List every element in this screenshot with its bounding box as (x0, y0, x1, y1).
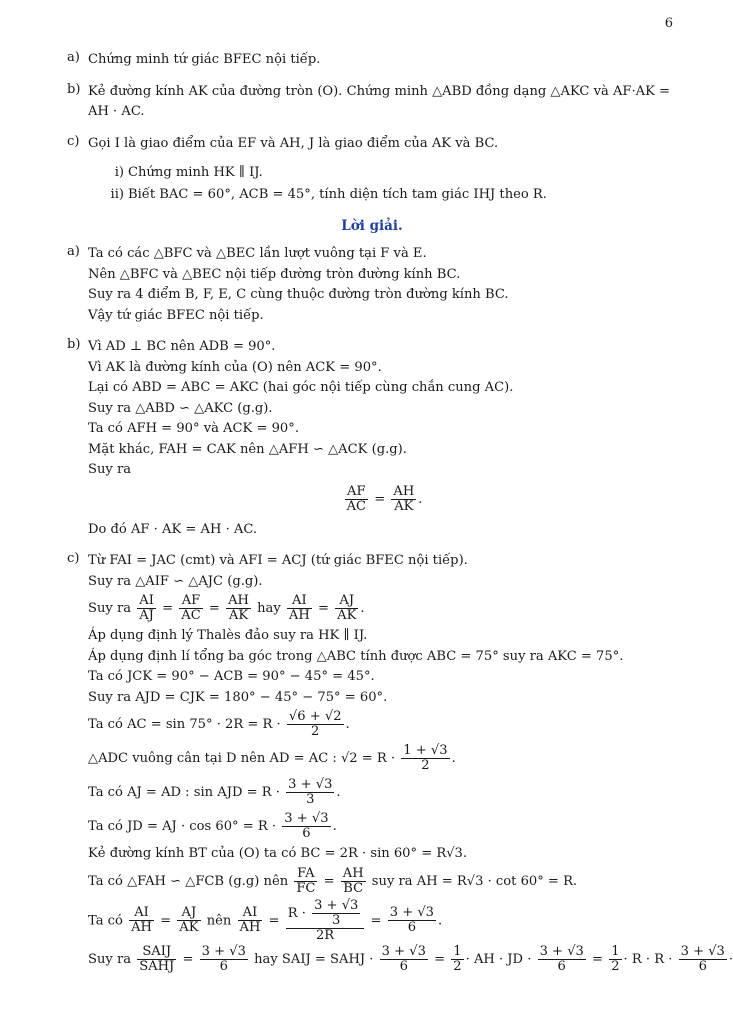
fraction (538, 945, 586, 974)
text: Suy ra (88, 601, 132, 616)
text: nên (206, 913, 232, 928)
solution-line: Vì AK là đường kính của (O) nên ACK = 90°. (88, 359, 382, 375)
equals-sign: = (370, 913, 382, 928)
text: Suy ra (88, 951, 132, 967)
fraction (282, 812, 330, 841)
period: . (332, 819, 337, 834)
fraction (391, 485, 416, 514)
period: . (418, 491, 423, 507)
text: Ta có △FAH ∽ △FCB (g.g) nên (88, 873, 289, 889)
item-label: c) (67, 551, 80, 566)
numerator: 3 + √3 (314, 897, 359, 913)
solution-line: Lại có ABD = ABC = AKC (hai góc nội tiếp cùng chắn cung AC). (88, 380, 514, 395)
solution-part-b (67, 337, 677, 540)
denominator: AH (239, 920, 261, 935)
numerator: 3 + √3 (381, 943, 426, 959)
denominator: 6 (219, 958, 228, 974)
problem-part-c (67, 134, 677, 155)
denominator: AK (394, 498, 414, 514)
equals-sign: = (208, 601, 220, 616)
item-label: b) (67, 337, 81, 352)
item-label: i) (114, 165, 124, 180)
fraction (451, 945, 463, 974)
solution-line: Suy ra (88, 462, 132, 477)
item-text: AH · AC. (88, 104, 145, 119)
numerator (286, 899, 365, 929)
denominator: 6 (399, 958, 408, 974)
solution-line: Vậy tứ giác BFEC nội tiếp. (88, 307, 264, 323)
numerator: 3 + √3 (201, 943, 246, 959)
numerator: AH (228, 593, 249, 608)
problem-part-c-ii (97, 184, 677, 206)
fraction (388, 906, 436, 935)
denominator: AC (346, 498, 367, 514)
denominator: AK (228, 608, 249, 623)
equals-sign: = (162, 601, 174, 616)
numerator: AJ (335, 594, 358, 609)
text: Ta có AC = sin 75° · 2R = R · (88, 717, 281, 732)
item-text: Chứng minh tứ giác BFEC nội tiếp. (88, 52, 321, 67)
solution-line: Áp dụng định lí tổng ba góc trong △ABC tính được ABC = 75° suy ra AKC = 75°. (88, 648, 624, 664)
fraction (179, 594, 202, 623)
denominator: 6 (407, 920, 417, 935)
denominator: 6 (557, 958, 566, 974)
fraction (679, 945, 727, 974)
denominator: AC (181, 608, 201, 623)
period: . (451, 751, 456, 766)
text: Ta có (88, 913, 123, 928)
text: hay SAIJ = SAHJ · (254, 951, 374, 967)
solution-line: Mặt khác, FAH = CAK nên △AFH ∽ △ACK (g.g). (88, 441, 407, 457)
solution-heading: Lời giải. (341, 218, 403, 234)
fraction (401, 744, 449, 773)
solution-line (88, 943, 733, 977)
solution-line: Ta có JCK = 90° − ACB = 90° − 45° = 45°. (88, 669, 375, 684)
numerator: 1 (453, 943, 462, 959)
fraction (129, 906, 154, 935)
numerator: SAIJ (137, 945, 176, 960)
numerator: AH (342, 865, 364, 881)
solution-line: Suy ra △ABD ∽ △AKC (g.g). (88, 400, 273, 416)
numerator: 1 (611, 943, 620, 959)
numerator: FA (294, 867, 317, 882)
item-label: c) (67, 133, 80, 149)
numerator: AI (238, 906, 263, 921)
denominator: 6 (302, 826, 311, 841)
equals-sign: = (268, 913, 280, 928)
solution-line: Nên △BFC và △BEC nội tiếp đường tròn đường kính BC. (88, 266, 461, 282)
numerator: 3 + √3 (539, 943, 584, 959)
denominator: 2 (311, 724, 320, 739)
period: . (360, 601, 365, 616)
item-text: Gọi I là giao điểm của EF và AH, J là giao điểm của AK và BC. (88, 135, 499, 151)
solution-part-a (67, 244, 677, 326)
item-text: Kẻ đường kính AK của đường tròn (O). Chứng minh △ABD đồng dạng △AKC và AF·AK = (88, 83, 671, 99)
text: hay (257, 601, 281, 616)
solution-line: Ta có AFH = 90° và ACK = 90°. (88, 421, 299, 436)
denominator: SAHJ (139, 958, 175, 974)
item-label: a) (67, 50, 80, 65)
solution-line: Suy ra △AIF ∽ △AJC (g.g). (88, 573, 263, 589)
numerator: AF (345, 485, 368, 500)
solution-line (88, 776, 733, 810)
denominator: 3 (332, 912, 341, 928)
solution-line: Do đó AF · AK = AH · AC. (88, 521, 258, 537)
solution-line: Kẻ đường kính BT của (O) ta có BC = 2R · sin 60° = R√3. (88, 846, 468, 861)
fraction (177, 906, 200, 935)
item-label: ii) (110, 187, 124, 202)
equals-sign: = (160, 913, 172, 928)
solution-line (88, 592, 733, 626)
numerator: AJ (177, 906, 200, 921)
fraction (287, 710, 344, 739)
numerator: 1 + √3 (403, 743, 448, 758)
period: . (336, 785, 341, 800)
numerator: 3 + √3 (288, 777, 333, 792)
equals-sign: = (323, 873, 335, 889)
solution-line (88, 742, 733, 776)
fraction (312, 899, 360, 928)
equals-sign: = (374, 491, 386, 507)
numerator: 3 + √3 (389, 905, 435, 920)
denominator: 2 (453, 958, 462, 974)
numerator: AI (129, 906, 154, 921)
denominator: FC (296, 880, 316, 896)
item-text: Biết BAC = 60°, ACB = 45°, tính diện tích tam giác IHJ theo R. (128, 187, 547, 202)
fraction (238, 906, 263, 935)
numerator: AH (393, 483, 415, 499)
problem-part-b (67, 82, 677, 123)
denominator: AK (337, 608, 357, 623)
period: . (438, 913, 443, 928)
denominator: AH (288, 608, 310, 623)
numerator: 3 + √3 (284, 811, 329, 826)
numerator: AF (179, 594, 202, 609)
denominator: 6 (698, 958, 707, 974)
fraction (286, 778, 334, 807)
period: · (728, 951, 733, 967)
text: △ADC vuông cân tại D nên AD = AC : √2 = R · (88, 751, 396, 766)
solution-line: Từ FAI = JAC (cmt) và AFI = ACJ (tứ giác BFEC nội tiếp). (88, 553, 468, 568)
denominator: 3 (306, 792, 315, 807)
equals-sign: = (434, 951, 446, 967)
text: · R · R · (623, 951, 673, 967)
item-text: Chứng minh HK ∥ IJ. (128, 165, 263, 180)
denominator: 2 (421, 758, 430, 773)
fraction (335, 594, 358, 623)
fraction (226, 594, 251, 623)
solution-line: Suy ra 4 điểm B, F, E, C cùng thuộc đường tròn đường kính BC. (88, 287, 509, 302)
problem-part-c-i (97, 162, 677, 184)
solution-part-c (67, 551, 733, 977)
page-number: 6 (664, 16, 673, 31)
compound-fraction (286, 899, 365, 943)
denominator: 2R (315, 927, 335, 943)
solution-line (88, 810, 733, 844)
denominator: 2 (611, 958, 620, 974)
denominator: AJ (139, 608, 154, 623)
fraction (137, 594, 156, 623)
equals-sign: = (317, 601, 329, 616)
fraction (137, 945, 176, 974)
fraction (294, 867, 317, 896)
solution-line: Suy ra AJD = CJK = 180° − 45° − 75° = 60°. (88, 689, 388, 705)
solution-line: Ta có các △BFC và △BEC lần lượt vuông tại F và E. (88, 246, 427, 261)
denominator: AH (131, 920, 152, 935)
denominator: BC (343, 880, 364, 896)
fraction (380, 945, 428, 974)
solution-line (88, 865, 733, 899)
equals-sign: = (592, 951, 604, 967)
item-label: a) (67, 244, 80, 259)
fraction (200, 945, 248, 974)
period: . (345, 717, 350, 732)
fraction (345, 485, 368, 514)
numerator: √6 + √2 (288, 709, 342, 724)
fraction (341, 867, 366, 896)
numerator: AI (287, 594, 312, 609)
text: Ta có JD = AJ · cos 60° = R · (88, 819, 277, 834)
text: suy ra AH = R√3 · cot 60° = R. (371, 873, 578, 889)
text: · AH · JD · (465, 951, 532, 967)
equals-sign: = (182, 951, 194, 967)
text: Ta có AJ = AD : sin AJD = R · (88, 785, 280, 800)
item-label: b) (67, 81, 81, 97)
solution-line (88, 708, 733, 742)
solution-line: Vì AD ⊥ BC nên ADB = 90°. (88, 339, 276, 354)
solution-line: Áp dụng định lý Thalès đảo suy ra HK ∥ IJ. (88, 628, 368, 643)
display-equation (88, 485, 677, 514)
problem-part-a (67, 50, 677, 71)
denominator: AK (179, 920, 199, 935)
page-content (67, 50, 733, 977)
text: R · (287, 905, 306, 921)
fraction (609, 945, 621, 974)
solution-line (88, 899, 733, 943)
numerator: AI (137, 594, 156, 609)
fraction (287, 594, 312, 623)
numerator: 3 + √3 (680, 943, 725, 959)
